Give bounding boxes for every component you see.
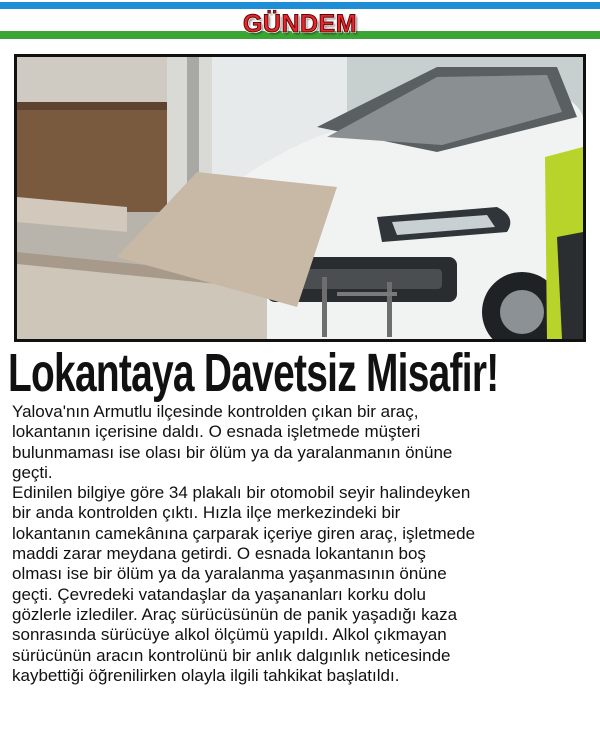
section-banner xyxy=(0,0,600,50)
body-line: sürücünün aracın kontrolünü bir anlık dalgınlık neticesinde xyxy=(12,645,451,665)
body-line: geçti. xyxy=(12,462,53,482)
body-line: bulunmaması ise olası bir ölüm ya da yaralanmanın önüne xyxy=(12,442,453,462)
body-line: kaybettiği öğrenilirken olayla ilgili tahkikat başlatıldı. xyxy=(12,665,400,685)
body-line: maddi zarar meydana getirdi. O esnada lokantanın boş xyxy=(12,544,426,564)
body-line: olması ise bir ölüm ya da yaralanma yaşanmasının önüne xyxy=(12,564,447,584)
body-line: lokantanın camekânına çarparak içeriye giren araç, işletmede xyxy=(12,523,476,543)
headline-container xyxy=(8,338,592,408)
body-line: geçti. Çevredeki vatandaşlar da yaşananları korku dolu xyxy=(12,584,426,604)
body-line: Edinilen bilgiye göre 34 plakalı bir otomobil seyir halindeyken xyxy=(12,483,471,503)
banner-blue-stripe xyxy=(0,2,600,9)
body-line: bir anda kontrolden çıktı. Hızla ilçe merkezindeki bir xyxy=(12,503,401,523)
car-crash-photo xyxy=(17,57,583,339)
article-body xyxy=(12,402,592,686)
news-photo xyxy=(14,54,586,342)
section-label: GÜNDEM xyxy=(242,10,358,38)
body-line: Yalova'nın Armutlu ilçesinde kontrolden çıkan bir araç, xyxy=(12,402,419,421)
article-headline: Lokantaya Davetsiz Misafir! xyxy=(8,343,499,403)
body-line: lokantanın içerisine daldı. O esnada işletmede müşteri xyxy=(12,422,421,442)
body-line: gözlerle izlediler. Araç sürücüsünün de panik yaşadığı kaza xyxy=(12,604,458,624)
body-line: sonrasında sürücüye alkol ölçümü yapıldı. Alkol çıkmayan xyxy=(12,625,447,645)
